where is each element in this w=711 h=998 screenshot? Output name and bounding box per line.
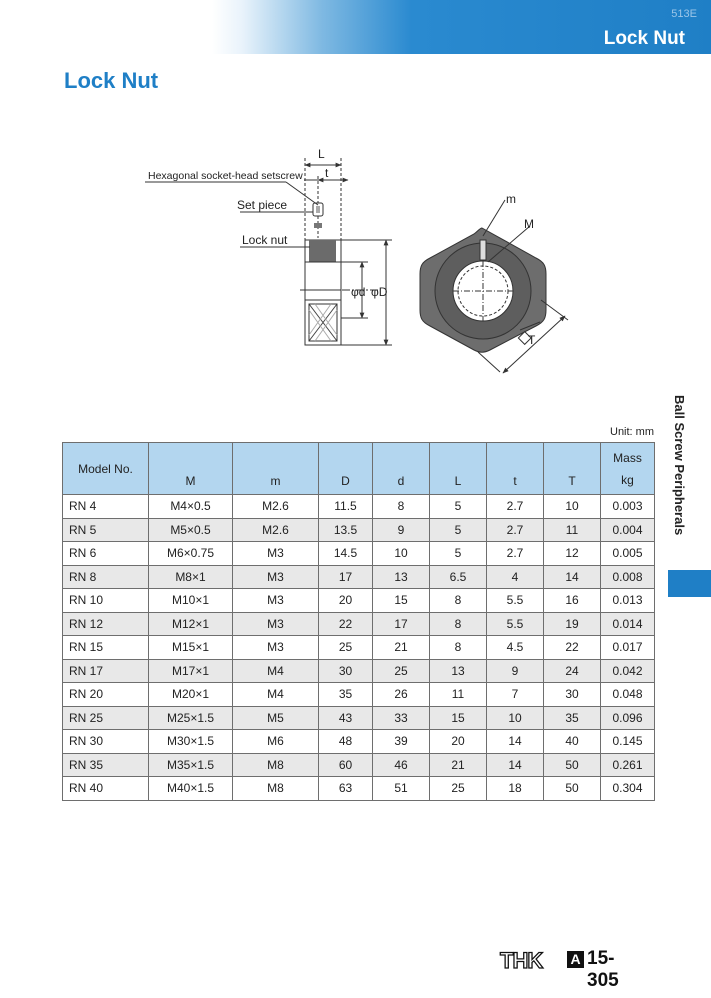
model-cell: RN 15: [63, 636, 149, 660]
table-row: [63, 659, 655, 683]
table-cell: M2.6: [233, 518, 319, 542]
table-cell: 30: [544, 683, 601, 707]
front-view: [420, 192, 568, 373]
table-cell: 10: [373, 542, 430, 566]
spec-table: [62, 442, 655, 801]
table-cell: 24: [544, 659, 601, 683]
table-cell: 0.008: [601, 565, 655, 589]
col-header: D: [319, 443, 373, 495]
model-cell: RN 10: [63, 589, 149, 613]
table-cell: 20: [430, 730, 487, 754]
lock-nut-drawing: [0, 0, 711, 420]
table-row: [63, 753, 655, 777]
table-cell: 18: [487, 777, 544, 801]
side-section-label: Ball Screw Peripherals: [672, 395, 687, 536]
table-cell: 25: [319, 636, 373, 660]
page-title: Lock Nut: [64, 68, 159, 93]
table-row: [63, 565, 655, 589]
table-cell: 9: [487, 659, 544, 683]
header-title: Lock Nut: [603, 28, 685, 49]
label-setscrew: Hexagonal socket-head setscrew: [148, 170, 303, 182]
table-cell: M3: [233, 636, 319, 660]
table-cell: 48: [319, 730, 373, 754]
model-cell: RN 5: [63, 518, 149, 542]
table-cell: M4×0.5: [149, 495, 233, 519]
table-row: [63, 518, 655, 542]
table-cell: M17×1: [149, 659, 233, 683]
table-cell: M8: [233, 753, 319, 777]
model-cell: RN 4: [63, 495, 149, 519]
table-cell: M25×1.5: [149, 706, 233, 730]
label-set-piece: Set piece: [237, 198, 288, 212]
table-cell: 50: [544, 777, 601, 801]
table-cell: 11.5: [319, 495, 373, 519]
table-cell: 12: [544, 542, 601, 566]
table-cell: M15×1: [149, 636, 233, 660]
table-cell: 19: [544, 612, 601, 636]
table-cell: 16: [544, 589, 601, 613]
table-cell: 8: [373, 495, 430, 519]
table-cell: 15: [430, 706, 487, 730]
table-row: [63, 683, 655, 707]
model-cell: RN 8: [63, 565, 149, 589]
section-icon: A: [567, 951, 584, 968]
table-cell: 9: [373, 518, 430, 542]
label-L: L: [318, 147, 325, 161]
table-cell: 8: [430, 612, 487, 636]
table-cell: M12×1: [149, 612, 233, 636]
table-cell: 33: [373, 706, 430, 730]
label-T: T: [528, 333, 536, 347]
table-cell: M3: [233, 565, 319, 589]
side-view: [145, 147, 392, 345]
table-cell: 39: [373, 730, 430, 754]
table-cell: M4: [233, 659, 319, 683]
table-cell: 40: [544, 730, 601, 754]
table-cell: 8: [430, 589, 487, 613]
mass-unit: kg: [621, 472, 634, 487]
table-cell: 11: [544, 518, 601, 542]
table-cell: M3: [233, 542, 319, 566]
model-cell: RN 12: [63, 612, 149, 636]
table-cell: 50: [544, 753, 601, 777]
table-row: [63, 706, 655, 730]
model-cell: RN 35: [63, 753, 149, 777]
table-cell: M10×1: [149, 589, 233, 613]
table-cell: 0.304: [601, 777, 655, 801]
table-cell: 14: [544, 565, 601, 589]
table-cell: 8: [430, 636, 487, 660]
mass-label: Mass: [613, 450, 642, 465]
model-cell: RN 30: [63, 730, 149, 754]
model-cell: RN 6: [63, 542, 149, 566]
table-cell: 5: [430, 495, 487, 519]
table-cell: 0.145: [601, 730, 655, 754]
side-section-tab: [668, 570, 711, 597]
table-cell: 35: [544, 706, 601, 730]
table-cell: 0.014: [601, 612, 655, 636]
table-cell: 0.004: [601, 518, 655, 542]
table-cell: M4: [233, 683, 319, 707]
table-cell: M8: [233, 777, 319, 801]
table-cell: 25: [430, 777, 487, 801]
table-cell: 26: [373, 683, 430, 707]
table-cell: 21: [373, 636, 430, 660]
table-body: [63, 495, 655, 801]
table-row: [63, 636, 655, 660]
table-cell: 2.7: [487, 495, 544, 519]
table-cell: 2.7: [487, 518, 544, 542]
table-cell: M5: [233, 706, 319, 730]
table-row: [63, 730, 655, 754]
model-cell: RN 40: [63, 777, 149, 801]
table-row: [63, 589, 655, 613]
table-cell: 51: [373, 777, 430, 801]
col-header: m: [233, 443, 319, 495]
col-header: L: [430, 443, 487, 495]
table-cell: 13: [430, 659, 487, 683]
col-header: t: [487, 443, 544, 495]
table-cell: 21: [430, 753, 487, 777]
col-header: M: [149, 443, 233, 495]
table-cell: 7: [487, 683, 544, 707]
table-cell: 10: [487, 706, 544, 730]
table-cell: 46: [373, 753, 430, 777]
table-cell: M3: [233, 612, 319, 636]
table-row: [63, 495, 655, 519]
col-header: T: [544, 443, 601, 495]
table-cell: 4.5: [487, 636, 544, 660]
label-lock-nut: Lock nut: [242, 233, 288, 247]
table-row: [63, 542, 655, 566]
model-cell: RN 25: [63, 706, 149, 730]
table-cell: 11: [430, 683, 487, 707]
table-cell: 60: [319, 753, 373, 777]
label-phi-d: φd: [351, 285, 366, 299]
table-cell: 0.042: [601, 659, 655, 683]
table-cell: 14: [487, 730, 544, 754]
model-cell: RN 17: [63, 659, 149, 683]
table-cell: 14: [487, 753, 544, 777]
col-header: d: [373, 443, 430, 495]
brand-logo: THK: [500, 948, 543, 973]
table-cell: 14.5: [319, 542, 373, 566]
table-cell: M5×0.5: [149, 518, 233, 542]
table-cell: M2.6: [233, 495, 319, 519]
table-cell: 22: [319, 612, 373, 636]
table-header-row: [63, 443, 655, 495]
table-cell: M20×1: [149, 683, 233, 707]
table-cell: M3: [233, 589, 319, 613]
page-number: 15-305: [587, 948, 619, 991]
table-cell: 0.096: [601, 706, 655, 730]
table-cell: 13.5: [319, 518, 373, 542]
table-cell: M30×1.5: [149, 730, 233, 754]
page-code: 513E: [671, 8, 697, 20]
table-cell: 35: [319, 683, 373, 707]
table-row: [63, 777, 655, 801]
table-cell: M8×1: [149, 565, 233, 589]
table-cell: 30: [319, 659, 373, 683]
col-header-mass: [601, 443, 655, 495]
label-M: M: [524, 217, 534, 231]
table-cell: 0.003: [601, 495, 655, 519]
table-cell: 0.013: [601, 589, 655, 613]
table-cell: 22: [544, 636, 601, 660]
label-phi-D: φD: [371, 285, 388, 299]
table-cell: 0.017: [601, 636, 655, 660]
table-cell: M35×1.5: [149, 753, 233, 777]
table-cell: 0.261: [601, 753, 655, 777]
table-cell: 2.7: [487, 542, 544, 566]
table-cell: 15: [373, 589, 430, 613]
table-cell: 5: [430, 518, 487, 542]
unit-label: Unit: mm: [610, 426, 654, 438]
table-cell: 20: [319, 589, 373, 613]
model-cell: RN 20: [63, 683, 149, 707]
table-cell: 5.5: [487, 612, 544, 636]
table-cell: 10: [544, 495, 601, 519]
table-cell: 4: [487, 565, 544, 589]
table-cell: 17: [319, 565, 373, 589]
table-cell: 0.048: [601, 683, 655, 707]
table-cell: 43: [319, 706, 373, 730]
table-cell: M6×0.75: [149, 542, 233, 566]
table-cell: 17: [373, 612, 430, 636]
table-cell: 5: [430, 542, 487, 566]
table-cell: 25: [373, 659, 430, 683]
table-row: [63, 612, 655, 636]
label-m: m: [506, 192, 516, 206]
table-cell: M6: [233, 730, 319, 754]
table-cell: 63: [319, 777, 373, 801]
label-t: t: [325, 166, 329, 180]
table-cell: 5.5: [487, 589, 544, 613]
table-cell: M40×1.5: [149, 777, 233, 801]
table-cell: 0.005: [601, 542, 655, 566]
table-cell: 13: [373, 565, 430, 589]
col-header: Model No.: [63, 443, 149, 495]
table-cell: 6.5: [430, 565, 487, 589]
